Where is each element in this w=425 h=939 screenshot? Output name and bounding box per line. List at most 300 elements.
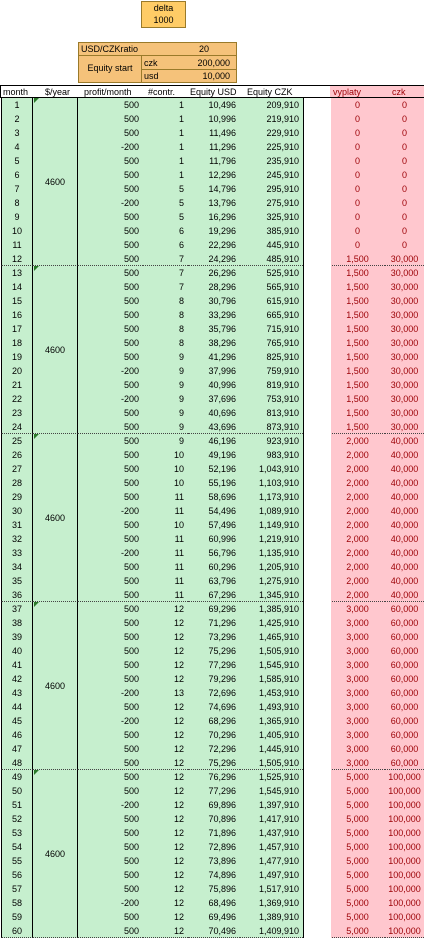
equity-usd-cell[interactable]: 75,296 (188, 756, 240, 770)
czk-cell[interactable]: 0 (385, 210, 424, 224)
equity-czk-cell[interactable]: 615,910 (240, 294, 303, 308)
equity-czk-cell[interactable]: 1,369,910 (240, 896, 303, 910)
profit-cell[interactable]: 500 (78, 294, 143, 308)
czk-cell[interactable]: 0 (385, 224, 424, 238)
vyplaty-cell[interactable]: 1,500 (330, 294, 385, 308)
vyplaty-cell[interactable]: 1,500 (330, 322, 385, 336)
equity-czk-cell[interactable]: 1,365,910 (240, 714, 303, 728)
month-cell[interactable]: 29 (1, 490, 33, 504)
profit-cell[interactable]: 500 (78, 308, 143, 322)
equity-usd-cell[interactable]: 72,896 (188, 840, 240, 854)
equity-czk-cell[interactable]: 565,910 (240, 280, 303, 294)
profit-cell[interactable]: 500 (78, 336, 143, 350)
equity-czk-cell[interactable]: 1,525,910 (240, 770, 303, 784)
contracts-cell[interactable]: 1 (143, 154, 188, 168)
profit-cell[interactable]: 500 (78, 266, 143, 280)
equity-usd-cell[interactable]: 12,296 (188, 168, 240, 182)
equity-czk-cell[interactable]: 1,493,910 (240, 700, 303, 714)
czk-cell[interactable]: 0 (385, 126, 424, 140)
equity-usd-cell[interactable]: 40,996 (188, 378, 240, 392)
month-cell[interactable]: 56 (1, 868, 33, 882)
equity-czk-cell[interactable]: 1,505,910 (240, 756, 303, 770)
czk-cell[interactable]: 60,000 (385, 714, 424, 728)
czk-cell[interactable]: 0 (385, 168, 424, 182)
equity-czk-cell[interactable]: 1,205,910 (240, 560, 303, 574)
contracts-cell[interactable]: 12 (143, 714, 188, 728)
contracts-cell[interactable]: 12 (143, 700, 188, 714)
month-cell[interactable]: 11 (1, 238, 33, 252)
profit-cell[interactable]: 500 (78, 434, 143, 448)
equity-usd-cell[interactable]: 28,296 (188, 280, 240, 294)
contracts-cell[interactable]: 12 (143, 924, 188, 938)
month-cell[interactable]: 13 (1, 266, 33, 280)
contracts-cell[interactable]: 11 (143, 546, 188, 560)
contracts-cell[interactable]: 6 (143, 238, 188, 252)
month-cell[interactable]: 52 (1, 812, 33, 826)
profit-cell[interactable]: 500 (78, 770, 143, 784)
czk-cell[interactable]: 100,000 (385, 868, 424, 882)
vyplaty-cell[interactable]: 1,500 (330, 280, 385, 294)
contracts-cell[interactable]: 1 (143, 126, 188, 140)
month-cell[interactable]: 14 (1, 280, 33, 294)
contracts-cell[interactable]: 9 (143, 420, 188, 434)
vyplaty-cell[interactable]: 2,000 (330, 546, 385, 560)
czk-cell[interactable]: 40,000 (385, 504, 424, 518)
equity-czk-cell[interactable]: 1,445,910 (240, 742, 303, 756)
equity-czk-cell[interactable]: 1,417,910 (240, 812, 303, 826)
equity-usd-cell[interactable]: 55,196 (188, 476, 240, 490)
month-cell[interactable]: 8 (1, 196, 33, 210)
equity-usd-cell[interactable]: 30,796 (188, 294, 240, 308)
month-cell[interactable]: 38 (1, 616, 33, 630)
czk-cell[interactable]: 60,000 (385, 742, 424, 756)
month-cell[interactable]: 7 (1, 182, 33, 196)
vyplaty-cell[interactable]: 5,000 (330, 910, 385, 924)
profit-cell[interactable]: 500 (78, 420, 143, 434)
profit-cell[interactable]: 500 (78, 560, 143, 574)
month-cell[interactable]: 2 (1, 112, 33, 126)
equity-czk-cell[interactable]: 1,385,910 (240, 602, 303, 616)
vyplaty-cell[interactable]: 0 (330, 224, 385, 238)
vyplaty-cell[interactable]: 5,000 (330, 784, 385, 798)
contracts-cell[interactable]: 12 (143, 840, 188, 854)
czk-cell[interactable]: 30,000 (385, 322, 424, 336)
month-cell[interactable]: 54 (1, 840, 33, 854)
equity-usd-cell[interactable]: 11,496 (188, 126, 240, 140)
equity-czk-cell[interactable]: 219,910 (240, 112, 303, 126)
month-cell[interactable]: 6 (1, 168, 33, 182)
contracts-cell[interactable]: 12 (143, 868, 188, 882)
contracts-cell[interactable]: 9 (143, 378, 188, 392)
profit-cell[interactable]: 500 (78, 756, 143, 770)
vyplaty-cell[interactable]: 5,000 (330, 812, 385, 826)
equity-usd-cell[interactable]: 37,696 (188, 392, 240, 406)
equity-usd-cell[interactable]: 54,496 (188, 504, 240, 518)
czk-cell[interactable]: 100,000 (385, 910, 424, 924)
month-cell[interactable]: 4 (1, 140, 33, 154)
profit-cell[interactable]: 500 (78, 154, 143, 168)
contracts-cell[interactable]: 7 (143, 252, 188, 266)
czk-cell[interactable]: 60,000 (385, 616, 424, 630)
equity-czk-cell[interactable]: 385,910 (240, 224, 303, 238)
vyplaty-cell[interactable]: 2,000 (330, 504, 385, 518)
profit-cell[interactable]: -200 (78, 714, 143, 728)
profit-cell[interactable]: 500 (78, 784, 143, 798)
contracts-cell[interactable]: 1 (143, 140, 188, 154)
vyplaty-cell[interactable]: 2,000 (330, 434, 385, 448)
profit-cell[interactable]: 500 (78, 532, 143, 546)
month-cell[interactable]: 46 (1, 728, 33, 742)
czk-cell[interactable]: 40,000 (385, 574, 424, 588)
vyplaty-cell[interactable]: 5,000 (330, 854, 385, 868)
vyplaty-cell[interactable]: 1,500 (330, 308, 385, 322)
czk-cell[interactable]: 40,000 (385, 462, 424, 476)
month-cell[interactable]: 17 (1, 322, 33, 336)
equity-czk-cell[interactable]: 1,497,910 (240, 868, 303, 882)
profit-cell[interactable]: 500 (78, 840, 143, 854)
month-cell[interactable]: 5 (1, 154, 33, 168)
contracts-cell[interactable]: 8 (143, 308, 188, 322)
contracts-cell[interactable]: 12 (143, 602, 188, 616)
profit-cell[interactable]: 500 (78, 490, 143, 504)
month-cell[interactable]: 34 (1, 560, 33, 574)
vyplaty-cell[interactable]: 0 (330, 168, 385, 182)
equity-czk-cell[interactable]: 1,505,910 (240, 644, 303, 658)
equity-czk-cell[interactable]: 1,345,910 (240, 588, 303, 602)
equity-usd-cell[interactable]: 16,296 (188, 210, 240, 224)
profit-cell[interactable]: -200 (78, 140, 143, 154)
equity-czk-cell[interactable]: 765,910 (240, 336, 303, 350)
equity-usd-cell[interactable]: 73,896 (188, 854, 240, 868)
equity-usd-cell[interactable]: 13,796 (188, 196, 240, 210)
profit-cell[interactable]: -200 (78, 196, 143, 210)
month-cell[interactable]: 3 (1, 126, 33, 140)
profit-cell[interactable]: 500 (78, 518, 143, 532)
equity-usd-cell[interactable]: 67,296 (188, 588, 240, 602)
equity-czk-cell[interactable]: 1,149,910 (240, 518, 303, 532)
equity-usd-cell[interactable]: 49,196 (188, 448, 240, 462)
czk-cell[interactable]: 40,000 (385, 560, 424, 574)
profit-cell[interactable]: 500 (78, 252, 143, 266)
vyplaty-cell[interactable]: 0 (330, 238, 385, 252)
delta-value[interactable]: 1000 (153, 15, 174, 25)
vyplaty-cell[interactable]: 3,000 (330, 686, 385, 700)
contracts-cell[interactable]: 11 (143, 532, 188, 546)
month-cell[interactable]: 10 (1, 224, 33, 238)
month-cell[interactable]: 36 (1, 588, 33, 602)
contracts-cell[interactable]: 7 (143, 280, 188, 294)
profit-cell[interactable]: -200 (78, 392, 143, 406)
profit-cell[interactable]: 500 (78, 630, 143, 644)
czk-cell[interactable]: 60,000 (385, 700, 424, 714)
profit-cell[interactable]: 500 (78, 924, 143, 938)
contracts-cell[interactable]: 12 (143, 742, 188, 756)
equity-usd-cell[interactable]: 70,496 (188, 924, 240, 938)
equity-czk-cell[interactable]: 873,910 (240, 420, 303, 434)
profit-cell[interactable]: 500 (78, 574, 143, 588)
czk-cell[interactable]: 100,000 (385, 812, 424, 826)
equity-usd-cell[interactable]: 26,296 (188, 266, 240, 280)
equity-czk-cell[interactable]: 983,910 (240, 448, 303, 462)
equity-usd-cell[interactable]: 74,896 (188, 868, 240, 882)
equity-czk-cell[interactable]: 1,405,910 (240, 728, 303, 742)
profit-cell[interactable]: 500 (78, 280, 143, 294)
equity-czk-cell[interactable]: 1,103,910 (240, 476, 303, 490)
equity-usd-cell[interactable]: 72,296 (188, 742, 240, 756)
profit-cell[interactable]: 500 (78, 224, 143, 238)
equity-usd-cell[interactable]: 58,696 (188, 490, 240, 504)
vyplaty-cell[interactable]: 2,000 (330, 462, 385, 476)
contracts-cell[interactable]: 12 (143, 826, 188, 840)
profit-cell[interactable]: 500 (78, 658, 143, 672)
vyplaty-cell[interactable]: 5,000 (330, 770, 385, 784)
vyplaty-cell[interactable]: 3,000 (330, 728, 385, 742)
vyplaty-cell[interactable]: 3,000 (330, 714, 385, 728)
contracts-cell[interactable]: 8 (143, 294, 188, 308)
month-cell[interactable]: 57 (1, 882, 33, 896)
vyplaty-cell[interactable]: 5,000 (330, 924, 385, 938)
czk-cell[interactable]: 30,000 (385, 308, 424, 322)
czk-cell[interactable]: 0 (385, 238, 424, 252)
profit-cell[interactable]: -200 (78, 504, 143, 518)
vyplaty-cell[interactable]: 2,000 (330, 574, 385, 588)
vyplaty-cell[interactable]: 0 (330, 126, 385, 140)
profit-cell[interactable]: 500 (78, 742, 143, 756)
month-cell[interactable]: 49 (1, 770, 33, 784)
vyplaty-cell[interactable]: 3,000 (330, 644, 385, 658)
equity-usd-cell[interactable]: 56,796 (188, 546, 240, 560)
czk-cell[interactable]: 30,000 (385, 364, 424, 378)
equity-czk-cell[interactable]: 209,910 (240, 98, 303, 112)
czk-cell[interactable]: 40,000 (385, 448, 424, 462)
czk-cell[interactable]: 30,000 (385, 350, 424, 364)
contracts-cell[interactable]: 11 (143, 588, 188, 602)
profit-cell[interactable]: -200 (78, 686, 143, 700)
equity-usd-cell[interactable]: 70,296 (188, 728, 240, 742)
equity-czk-cell[interactable]: 715,910 (240, 322, 303, 336)
czk-cell[interactable]: 100,000 (385, 882, 424, 896)
equity-czk-cell[interactable]: 1,043,910 (240, 462, 303, 476)
contracts-cell[interactable]: 10 (143, 448, 188, 462)
equity-usd-cell[interactable]: 79,296 (188, 672, 240, 686)
month-cell[interactable]: 19 (1, 350, 33, 364)
month-cell[interactable]: 27 (1, 462, 33, 476)
profit-cell[interactable]: 500 (78, 616, 143, 630)
profit-cell[interactable]: 500 (78, 182, 143, 196)
month-cell[interactable]: 25 (1, 434, 33, 448)
contracts-cell[interactable]: 12 (143, 798, 188, 812)
czk-cell[interactable]: 60,000 (385, 630, 424, 644)
vyplaty-cell[interactable]: 1,500 (330, 350, 385, 364)
equity-czk-cell[interactable]: 1,437,910 (240, 826, 303, 840)
czk-cell[interactable]: 30,000 (385, 294, 424, 308)
czk-cell[interactable]: 100,000 (385, 896, 424, 910)
month-cell[interactable]: 50 (1, 784, 33, 798)
vyplaty-cell[interactable]: 2,000 (330, 560, 385, 574)
contracts-cell[interactable]: 7 (143, 266, 188, 280)
contracts-cell[interactable]: 12 (143, 672, 188, 686)
equity-czk-cell[interactable]: 1,457,910 (240, 840, 303, 854)
vyplaty-cell[interactable]: 2,000 (330, 490, 385, 504)
vyplaty-cell[interactable]: 5,000 (330, 882, 385, 896)
equity-czk-cell[interactable]: 1,397,910 (240, 798, 303, 812)
contracts-cell[interactable]: 12 (143, 616, 188, 630)
contracts-cell[interactable]: 12 (143, 756, 188, 770)
equity-usd-cell[interactable]: 75,896 (188, 882, 240, 896)
czk-cell[interactable]: 60,000 (385, 672, 424, 686)
contracts-cell[interactable]: 1 (143, 112, 188, 126)
contracts-cell[interactable]: 12 (143, 784, 188, 798)
profit-cell[interactable]: 500 (78, 602, 143, 616)
profit-cell[interactable]: 500 (78, 826, 143, 840)
equity-czk-cell[interactable]: 1,173,910 (240, 490, 303, 504)
equity-usd-cell[interactable]: 77,296 (188, 658, 240, 672)
equity-czk-cell[interactable]: 525,910 (240, 266, 303, 280)
contracts-cell[interactable]: 9 (143, 434, 188, 448)
contracts-cell[interactable]: 11 (143, 574, 188, 588)
profit-cell[interactable]: 500 (78, 672, 143, 686)
profit-cell[interactable]: -200 (78, 364, 143, 378)
contracts-cell[interactable]: 1 (143, 168, 188, 182)
equity-usd-cell[interactable]: 52,196 (188, 462, 240, 476)
equity-usd-cell[interactable]: 10,496 (188, 98, 240, 112)
contracts-cell[interactable]: 12 (143, 728, 188, 742)
equity-czk-cell[interactable]: 225,910 (240, 140, 303, 154)
month-cell[interactable]: 48 (1, 756, 33, 770)
month-cell[interactable]: 47 (1, 742, 33, 756)
contracts-cell[interactable]: 1 (143, 98, 188, 112)
month-cell[interactable]: 31 (1, 518, 33, 532)
year-value-cell[interactable]: 4600 (33, 434, 78, 602)
profit-cell[interactable]: 500 (78, 350, 143, 364)
equity-usd-cell[interactable]: 71,896 (188, 826, 240, 840)
equity-usd-cell[interactable]: 70,896 (188, 812, 240, 826)
profit-cell[interactable]: 500 (78, 322, 143, 336)
month-cell[interactable]: 23 (1, 406, 33, 420)
equity-czk-cell[interactable]: 1,409,910 (240, 924, 303, 938)
equity-czk-cell[interactable]: 1,545,910 (240, 658, 303, 672)
equity-usd-cell[interactable]: 69,896 (188, 798, 240, 812)
equity-usd-cell[interactable]: 11,796 (188, 154, 240, 168)
equity-usd-cell[interactable]: 35,796 (188, 322, 240, 336)
czk-cell[interactable]: 60,000 (385, 658, 424, 672)
equity-czk-cell[interactable]: 923,910 (240, 434, 303, 448)
equity-usd-cell[interactable]: 68,496 (188, 896, 240, 910)
equity-usd-cell[interactable]: 73,296 (188, 630, 240, 644)
equity-czk-cell[interactable]: 1,425,910 (240, 616, 303, 630)
equity-usd-cell[interactable]: 22,296 (188, 238, 240, 252)
contracts-cell[interactable]: 11 (143, 490, 188, 504)
vyplaty-cell[interactable]: 3,000 (330, 602, 385, 616)
vyplaty-cell[interactable]: 5,000 (330, 798, 385, 812)
czk-cell[interactable]: 0 (385, 98, 424, 112)
vyplaty-cell[interactable]: 3,000 (330, 630, 385, 644)
month-cell[interactable]: 45 (1, 714, 33, 728)
vyplaty-cell[interactable]: 0 (330, 210, 385, 224)
year-value-cell[interactable]: 4600 (33, 266, 78, 434)
equity-usd-cell[interactable]: 40,696 (188, 406, 240, 420)
equity-usd-cell[interactable]: 77,296 (188, 784, 240, 798)
contracts-cell[interactable]: 12 (143, 910, 188, 924)
month-cell[interactable]: 44 (1, 700, 33, 714)
equity-usd-cell[interactable]: 72,696 (188, 686, 240, 700)
vyplaty-cell[interactable]: 3,000 (330, 700, 385, 714)
contracts-cell[interactable]: 10 (143, 462, 188, 476)
month-cell[interactable]: 22 (1, 392, 33, 406)
equity-czk-cell[interactable]: 295,910 (240, 182, 303, 196)
vyplaty-cell[interactable]: 3,000 (330, 742, 385, 756)
czk-cell[interactable]: 100,000 (385, 770, 424, 784)
year-value-cell[interactable]: 4600 (33, 770, 78, 938)
equity-czk-cell[interactable]: 1,465,910 (240, 630, 303, 644)
usd-value[interactable]: 10,000 (202, 71, 230, 81)
czk-cell[interactable]: 30,000 (385, 392, 424, 406)
czk-cell[interactable]: 60,000 (385, 602, 424, 616)
contracts-cell[interactable]: 9 (143, 392, 188, 406)
month-cell[interactable]: 1 (1, 98, 33, 112)
equity-usd-cell[interactable]: 75,296 (188, 644, 240, 658)
contracts-cell[interactable]: 5 (143, 210, 188, 224)
month-cell[interactable]: 42 (1, 672, 33, 686)
czk-cell[interactable]: 0 (385, 140, 424, 154)
month-cell[interactable]: 55 (1, 854, 33, 868)
czk-cell[interactable]: 60,000 (385, 756, 424, 770)
czk-cell[interactable]: 40,000 (385, 518, 424, 532)
equity-czk-cell[interactable]: 1,453,910 (240, 686, 303, 700)
contracts-cell[interactable]: 12 (143, 882, 188, 896)
equity-czk-cell[interactable]: 485,910 (240, 252, 303, 266)
vyplaty-cell[interactable]: 3,000 (330, 658, 385, 672)
czk-cell[interactable]: 30,000 (385, 336, 424, 350)
month-cell[interactable]: 59 (1, 910, 33, 924)
month-cell[interactable]: 12 (1, 252, 33, 266)
vyplaty-cell[interactable]: 3,000 (330, 672, 385, 686)
vyplaty-cell[interactable]: 1,500 (330, 378, 385, 392)
equity-usd-cell[interactable]: 19,296 (188, 224, 240, 238)
equity-usd-cell[interactable]: 38,296 (188, 336, 240, 350)
vyplaty-cell[interactable]: 2,000 (330, 518, 385, 532)
equity-czk-cell[interactable]: 1,585,910 (240, 672, 303, 686)
month-cell[interactable]: 40 (1, 644, 33, 658)
czk-cell[interactable]: 40,000 (385, 546, 424, 560)
czk-cell[interactable]: 60,000 (385, 644, 424, 658)
profit-cell[interactable]: 500 (78, 728, 143, 742)
vyplaty-cell[interactable]: 1,500 (330, 420, 385, 434)
profit-cell[interactable]: -200 (78, 546, 143, 560)
equity-czk-cell[interactable]: 1,545,910 (240, 784, 303, 798)
equity-usd-cell[interactable]: 33,296 (188, 308, 240, 322)
profit-cell[interactable]: 500 (78, 378, 143, 392)
vyplaty-cell[interactable]: 0 (330, 196, 385, 210)
czk-cell[interactable]: 100,000 (385, 924, 424, 938)
profit-cell[interactable]: 500 (78, 126, 143, 140)
equity-usd-cell[interactable]: 63,796 (188, 574, 240, 588)
profit-cell[interactable]: 500 (78, 910, 143, 924)
profit-cell[interactable]: 500 (78, 210, 143, 224)
month-cell[interactable]: 9 (1, 210, 33, 224)
profit-cell[interactable]: 500 (78, 588, 143, 602)
equity-usd-cell[interactable]: 10,996 (188, 112, 240, 126)
profit-cell[interactable]: 500 (78, 168, 143, 182)
czk-cell[interactable]: 60,000 (385, 686, 424, 700)
czk-cell[interactable]: 30,000 (385, 406, 424, 420)
vyplaty-cell[interactable]: 1,500 (330, 406, 385, 420)
equity-usd-cell[interactable]: 43,696 (188, 420, 240, 434)
contracts-cell[interactable]: 9 (143, 406, 188, 420)
ratio-value[interactable]: 20 (198, 44, 209, 54)
vyplaty-cell[interactable]: 1,500 (330, 266, 385, 280)
equity-czk-cell[interactable]: 325,910 (240, 210, 303, 224)
